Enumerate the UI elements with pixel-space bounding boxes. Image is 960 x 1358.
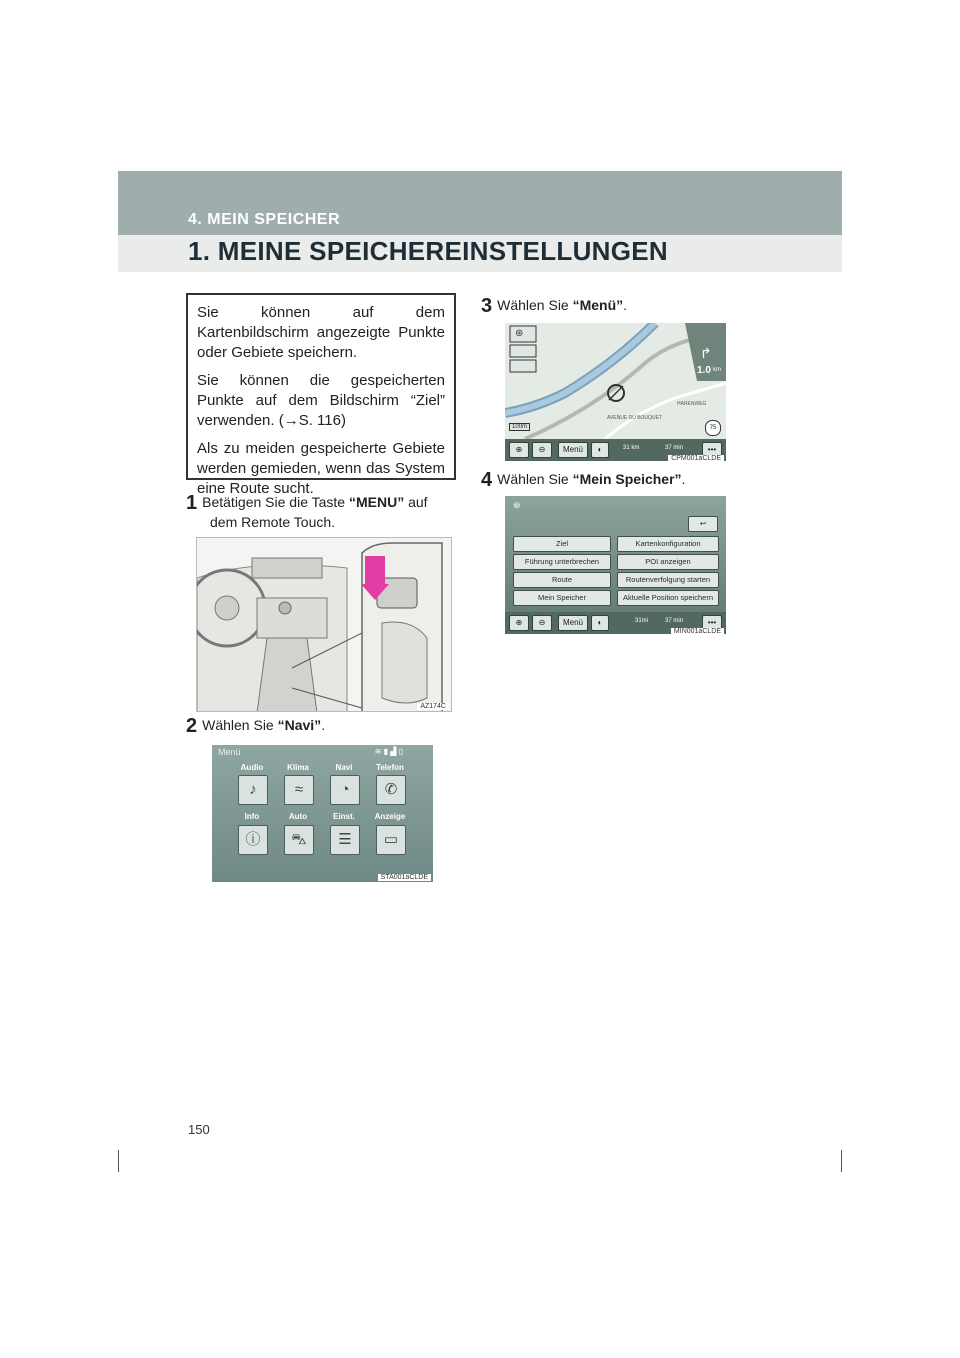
step-text: . (623, 297, 628, 313)
step-text: . (681, 471, 686, 487)
step-text: Wählen Sie (202, 717, 278, 733)
display-icon: ▭ (383, 831, 399, 848)
step-key: “MENU” (348, 494, 405, 510)
step-1 (186, 493, 458, 532)
figure-caption: CPM001aCLDE (668, 455, 724, 461)
step-key: “Menü” (572, 297, 624, 313)
zoom-in-button[interactable] (509, 615, 529, 631)
music-note-icon: ♪ (249, 781, 257, 798)
zoom-in-button[interactable] (509, 442, 529, 458)
menu-button[interactable]: Menü (558, 615, 588, 631)
zoom-out-icon: ⊖ (538, 618, 546, 627)
more-button[interactable]: ••• (702, 615, 722, 631)
climate-icon: ≈ (294, 781, 304, 798)
intro-box (186, 293, 456, 497)
telefon-button[interactable] (376, 775, 406, 805)
remote-touch-figure (196, 537, 452, 712)
step-number: 3 (481, 295, 493, 317)
zoom-out-button[interactable] (532, 442, 552, 458)
einst-button[interactable] (330, 825, 360, 855)
fuehrung-unterbrechen-button[interactable]: Führung unterbrechen (513, 554, 611, 570)
compass-icon: ◔ (340, 781, 350, 798)
menu-label-klima: Klima (287, 763, 309, 772)
ziel-button[interactable]: Ziel (513, 536, 611, 552)
step-4 (481, 470, 753, 490)
step-number: 4 (481, 469, 493, 491)
place-label: HARENWEG (677, 401, 707, 407)
step-3 (481, 296, 753, 316)
kartenkonfiguration-button[interactable]: Kartenkonfiguration (617, 536, 719, 552)
page-number: 150 (188, 1122, 210, 1137)
zoom-out-icon: ⊖ (538, 445, 546, 454)
zoom-in-icon: ⊕ (515, 618, 523, 627)
mein-speicher-button[interactable]: Mein Speicher (513, 590, 611, 606)
figure-caption: STA001aCLDE (378, 874, 431, 881)
menu-button[interactable]: Menü (558, 442, 588, 458)
routenverfolgung-button[interactable]: Routenverfolgung starten (617, 572, 719, 588)
step-text: Betätigen Sie die Taste (202, 494, 349, 510)
intro-paragraph: Als zu meiden gespeicherte Gebiete werden gemieden, wenn das System eine Route sucht. (197, 440, 445, 497)
step-number: 1 (186, 492, 198, 514)
compass-icon: ⊛ (513, 500, 521, 510)
map-scale: 100m (509, 423, 530, 431)
auto-button[interactable] (284, 825, 314, 855)
map-screen (505, 323, 726, 461)
figure-caption: MIN001aCLDE (671, 628, 724, 634)
step-text-line2: dem Remote Touch. (210, 514, 336, 530)
anzeige-button[interactable] (376, 825, 406, 855)
intro-paragraph: Sie können die gespeicherten Punkte auf dem Bildschirm “Ziel” verwenden. (→S. 116) (197, 372, 445, 429)
settings-icon: ☰ (338, 831, 352, 848)
info-button[interactable] (238, 825, 268, 855)
distance-unit: km (713, 367, 721, 373)
turn-arrow-icon: ↱ (700, 345, 712, 361)
voice-icon: ◐ (597, 445, 603, 454)
voice-button[interactable] (591, 442, 609, 458)
step-text: Wählen Sie (497, 471, 573, 487)
figure-caption: AZ174C (417, 703, 449, 710)
poi-anzeigen-button[interactable]: POI anzeigen (617, 554, 719, 570)
back-button[interactable]: ↩ (688, 516, 718, 532)
aktuelle-position-button[interactable]: Aktuelle Position speichern (617, 590, 719, 606)
klima-button[interactable] (284, 775, 314, 805)
step-key: “Navi” (277, 717, 322, 733)
zoom-out-button[interactable] (532, 615, 552, 631)
voice-icon: ◐ (597, 618, 603, 627)
navi-button[interactable] (330, 775, 360, 805)
info-icon: ⓘ (245, 831, 261, 848)
menu-screen (212, 745, 433, 882)
nav-menu-screen (505, 496, 726, 634)
step-2 (186, 716, 458, 736)
crop-mark (841, 1150, 842, 1172)
phone-icon: ✆ (384, 781, 398, 798)
map-canvas (505, 323, 726, 439)
intro-paragraph: Sie können auf dem Kartenbildschirm angezeigte Punkte oder Gebiete speichern. (197, 304, 445, 361)
menu-label-audio: Audio (240, 763, 264, 772)
menu-title: Menü (218, 747, 241, 757)
menu-label-navi: Navi (335, 763, 353, 772)
section-heading: 4. MEIN SPEICHER (188, 211, 341, 228)
trip-time: 37 min (665, 618, 684, 624)
menu-label-telefon: Telefon (376, 763, 404, 772)
step-text: Wählen Sie (497, 297, 573, 313)
trip-time: 37 min (665, 445, 684, 451)
step-text: auf (404, 494, 428, 510)
press-arrow (365, 556, 385, 586)
menu-label-einst: Einst. (333, 812, 355, 821)
step-number: 2 (186, 715, 198, 737)
menu-label-info: Info (244, 812, 260, 821)
menu-label-auto: Auto (288, 812, 308, 821)
crop-mark (118, 1150, 119, 1172)
distance-to-turn: 1.0 (697, 365, 711, 376)
step-text: . (321, 717, 326, 733)
trip-distance: 31 km (623, 445, 640, 451)
speed-limit-badge: 75 (705, 420, 721, 436)
route-button[interactable]: Route (513, 572, 611, 588)
zoom-in-icon: ⊕ (515, 445, 523, 454)
trip-distance: 31mi (635, 618, 649, 624)
more-button[interactable]: ••• (702, 442, 722, 458)
audio-button[interactable] (238, 775, 268, 805)
page-title: 1. MEINE SPEICHEREINSTELLUNGEN (188, 236, 668, 266)
car-icon: ⛍ (291, 831, 307, 848)
status-icons: ≋ ▮ ▟ ▯ (374, 747, 403, 756)
compass-icon[interactable]: ⊛ (515, 328, 524, 339)
voice-button[interactable] (591, 615, 609, 631)
street-label: AVENUE DU BOUQUET (607, 415, 662, 421)
step-key: “Mein Speicher” (572, 471, 682, 487)
menu-label-anzeige: Anzeige (374, 812, 406, 821)
dashboard-illustration (197, 538, 452, 712)
